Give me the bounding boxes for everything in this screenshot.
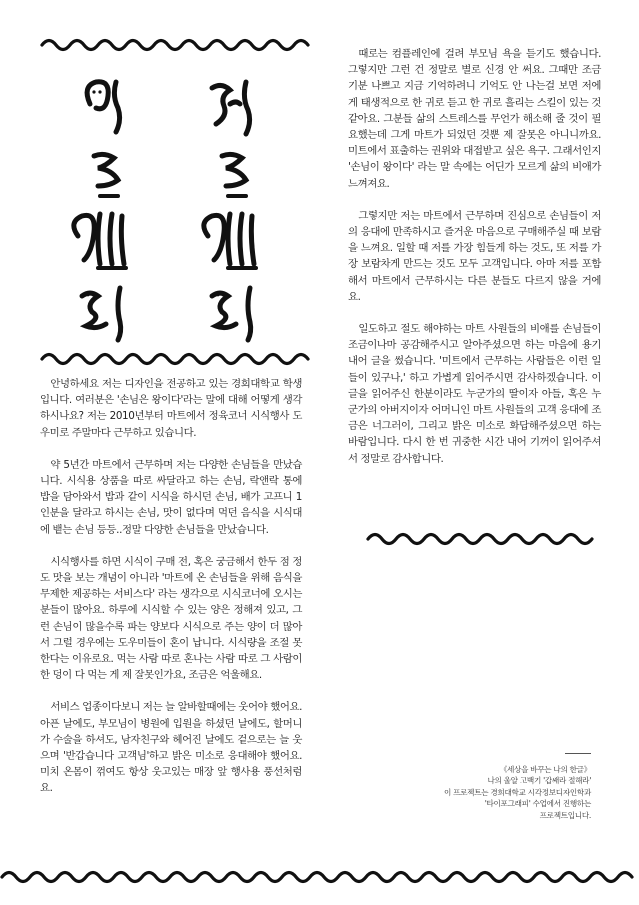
paragraph-complaints: 때로는 컴플레인에 걸려 부모님 욕을 듣기도 했습니다. 그렇지만 그런 건 정말로 별로 신경 안 써요. 그때만 조금 기분 나쁘고 지금 기억하려니 기억도 안 나는걸 보면 저에게 태생적으로 한 귀로 듣고 한 귀로 흘리는 스킬이 있는 것 같아요. 그분들 삶의 스트레스를 무언가 해소해 줄 것이 필요했는데 그게 마트가 되었던 것뿐 제 잘못은 아니니까요. 미트에서 표출하는 권위와 대접받고 싶은 욕구. 그래서인지 '손님이 왕이다' 라는 말 속에는 어딘가 모르게 삶의 비애가 느껴져요. xyxy=(348,48,601,190)
project-credit xyxy=(391,752,591,821)
credit-line-5: 프로젝트입니다. xyxy=(539,810,591,820)
wavy-divider-middle xyxy=(40,352,310,366)
credit-line-1: 《세상을 바꾸는 나의 한글》 xyxy=(499,764,591,774)
right-text-column xyxy=(348,46,601,483)
wavy-divider-right xyxy=(366,532,600,546)
glyph-hae-1 xyxy=(74,214,126,268)
credit-line-3: 이 프로젝트는 경희대학교 시각정보디자인학과 xyxy=(443,787,591,797)
glyph-eu-2 xyxy=(222,154,246,196)
paragraph-closing: 일도하고 절도 해야하는 마트 사원들의 비애를 손님들이 조금이나마 공감해주시고 알아주셨으면 하는 마음에 용기내어 글을 썼습니다. '미트에서 근무하는 사람들은 이런 일들이 있구나,' 하고 가볍게 읽어주시면 감사하겠습니다. 이 글을 읽어주신 한분이라도 누군가의 딸이자 아들, 혹은 누군가의 아버지이자 어머니인 마트 사원들의 고객 응대에 조금은 너그러이, 그리고 밝은 미소로 화답해주셨으면 하는 바람입니다. 다시 한 번 귀중한 시간 내어 기꺼이 읽어주셔서 정말로 감사합니다. xyxy=(348,323,601,465)
glyph-ra-1 xyxy=(82,288,121,340)
paragraph-reward: 그렇지만 저는 마트에서 근무하며 진심으로 손님들이 저의 응대에 만족하시고 즐거운 마음으로 구매해주실 때 보람을 느껴요. 일할 때 저를 가장 힘들게 하는 것도, 또 저를 가장 보람차게 만드는 것도 모두 고객입니다. 아마 저를 포함해서 마트에서 근무하시는 다른 분들도 다르지 않을 거에요. xyxy=(348,209,601,303)
wavy-divider-bottom xyxy=(0,870,639,884)
glyph-hae-2 xyxy=(204,214,256,268)
glyph-jeo xyxy=(212,82,250,134)
paragraph-intro: 안녕하세요 저는 디자인을 전공하고 있는 경희대학교 학생입니다. 여러분은 '손님은 왕이다'라는 말에 대해 어떻게 생각하시나요? 저는 2010년부터 마트에서 정육코너 시식행사 도우미로 주말마다 근무하고 있습니다. xyxy=(40,378,302,439)
left-text-column xyxy=(40,376,302,813)
paragraph-tasting-event: 시식행사를 하면 시식이 구매 전, 혹은 궁금해서 한두 점 정도 맛을 보는 개념이 아니라 '마트에 온 손님들을 위해 음식을 무제한 제공하는 서비스다' 라는 생각으로 시식코너에 오시는 분들이 많아요. 하루에 시식할 수 있는 양은 정해져 있고, 그런 손님이 많을수록 파는 양보다 시식으로 주는 양이 더 많아서 그럴 경우에는 도우미들이 혼이 납니다. 시식량을 조절 못한다는 이유로요. 먹는 사람 따로 혼나는 사람 따로 그 사람이 한 덩이 다 먹는 게 제 잘못인가요, 조금은 억울해요. xyxy=(40,555,302,682)
credit-line-2: 나의 울알 고백기 '갑쌔라 절해라' xyxy=(487,776,591,785)
paragraph-customers: 약 5년간 마트에서 근무하며 저는 다양한 손님들을 만났습니다. 시식용 상품을 따로 싸달라고 하는 손님, 락앤락 통에 밥을 담아와서 밥과 같이 시식을 하시던 손님, 배가 고프니 1인분을 달라고 하시는 손님, 맛이 없다며 먹던 음식을 시식대에 뱉는 손님 등등..정말 다양한 손님들을 만났습니다. xyxy=(40,458,302,536)
glyph-i xyxy=(87,82,120,132)
glyph-ra-2 xyxy=(212,288,251,340)
hero-lettering-illustration xyxy=(40,70,310,350)
paragraph-smile: 서비스 업종이다보니 저는 늘 알바할때에는 웃어야 했어요. 아픈 날에도, 부모님이 병원에 입원을 하셨던 날에도, 할머니가 수술을 하셔도, 남자친구와 헤어진 날에도 겉으로는 늘 웃으며 '반갑습니다 고객님'하고 밝은 미소로 응대해야 했어요. 미치 온몸이 꺾여도 항상 웃고있는 매장 앞 행사용 풍선처럼요. xyxy=(40,701,303,795)
wavy-divider-top xyxy=(40,38,310,52)
credit-line-4: '타이포그래피' 수업에서 진행하는 xyxy=(484,799,591,808)
glyph-eu-1 xyxy=(94,154,118,196)
credit-rule xyxy=(565,753,591,754)
